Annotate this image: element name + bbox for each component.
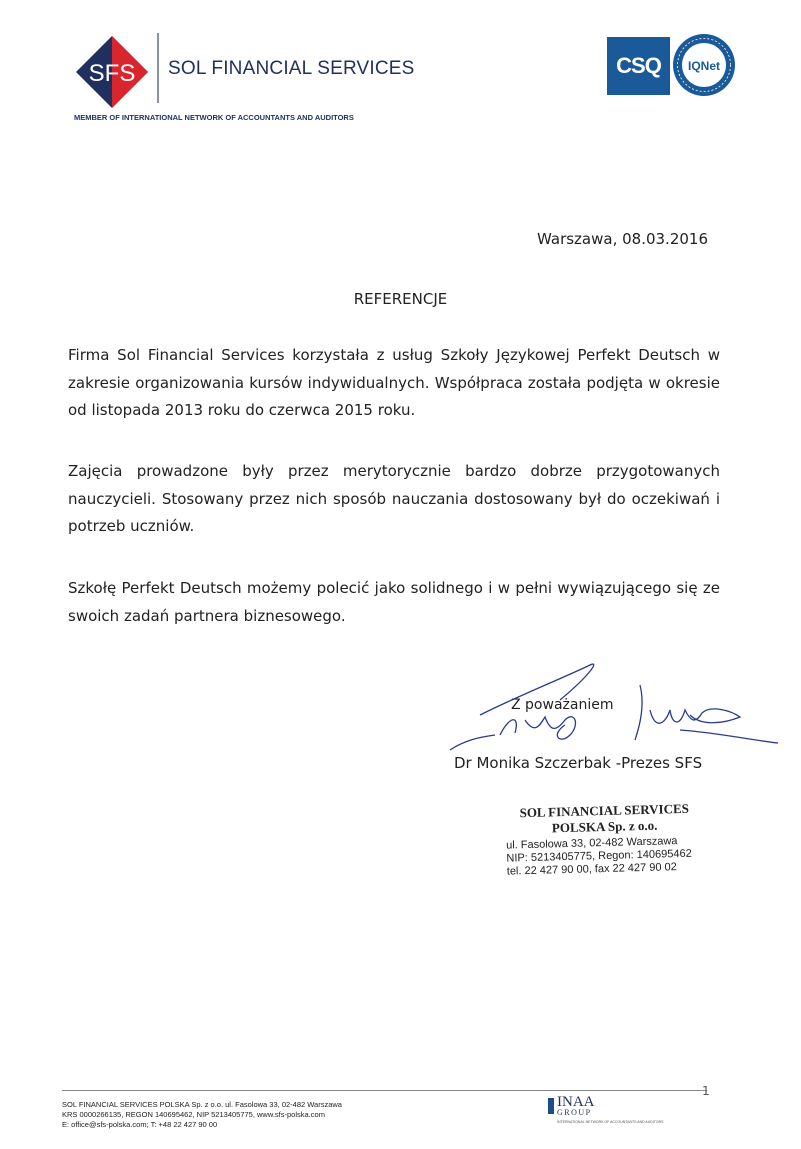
stamp-line-3: ul. Fasolowa 33, 02-482 Warszawa bbox=[505, 835, 678, 852]
stamp-line-5: tel. 22 427 90 00, fax 22 427 90 02 bbox=[506, 861, 677, 878]
stamp-line-2: POLSKA Sp. z o.o. bbox=[551, 817, 658, 836]
logo-initials: SFS bbox=[88, 60, 136, 87]
iqnet-text: IQNet bbox=[687, 59, 721, 73]
paragraph-3: Szkołę Perfekt Deutsch możemy polecić jako solidnego i w pełni wywiązującego się ze swoich zadań partnera biznesowego. bbox=[68, 579, 720, 625]
handwritten-signature bbox=[440, 655, 780, 765]
footer-line-2: KRS 0000266135, REGON 140695462, NIP 5213405775, www.sfs-polska.com bbox=[62, 1110, 325, 1119]
sfs-logo bbox=[76, 36, 148, 108]
closing: Z poważaniem bbox=[511, 697, 614, 713]
letter-title: REFERENCJE bbox=[353, 290, 448, 308]
inaa-group: GROUP bbox=[557, 1108, 592, 1117]
member-line: MEMBER OF INTERNATIONAL NETWORK OF ACCOUNTANTS AND AUDITORS bbox=[74, 113, 354, 122]
place-date: Warszawa, 08.03.2016 bbox=[537, 230, 708, 248]
paragraph-2: Zajęcia prowadzone były przez merytorycznie bardzo dobrze przygotowanych nauczycieli. Stosowany przez nich sposób nauczania dostosowany był do oczekiwań i potrzeb uczniów. bbox=[68, 462, 720, 535]
paragraph-1: Firma Sol Financial Services korzystała z usług Szkoły Językowej Perfekt Deutsch w zakresie organizowania kursów indywidualnych. Współpraca została podjęta w okresie od listopada 2013 roku do czerwca 2015 roku. bbox=[68, 346, 720, 419]
footer-line-3: E: office@sfs-polska.com; T: +48 22 427 90 00 bbox=[62, 1120, 218, 1129]
inaa-name: INAA bbox=[557, 1094, 595, 1110]
stamp-line-1: SOL FINANCIAL SERVICES bbox=[519, 800, 690, 821]
inaa-bar bbox=[548, 1098, 554, 1114]
inaa-tagline: INTERNATIONAL NETWORK OF ACCOUNTANTS AND AUDITORS bbox=[557, 1120, 664, 1124]
csq-cert-logo: CSQ bbox=[607, 37, 670, 95]
company-name: SOL FINANCIAL SERVICES bbox=[168, 58, 415, 79]
signer-name: Dr Monika Szczerbak -Prezes SFS bbox=[454, 754, 703, 772]
logo-divider bbox=[157, 33, 159, 103]
footer-divider bbox=[62, 1090, 707, 1091]
footer-line-1: SOL FINANCIAL SERVICES POLSKA Sp. z o.o. ul. Fasolowa 33, 02-482 Warszawa bbox=[62, 1100, 342, 1109]
page-mark: 1 bbox=[702, 1084, 710, 1098]
footer-address bbox=[62, 1100, 342, 1130]
iqnet-cert-logo bbox=[672, 33, 736, 97]
stamp-line-4: NIP: 5213405775, Regon: 140695462 bbox=[506, 847, 692, 865]
company-stamp bbox=[499, 800, 711, 878]
